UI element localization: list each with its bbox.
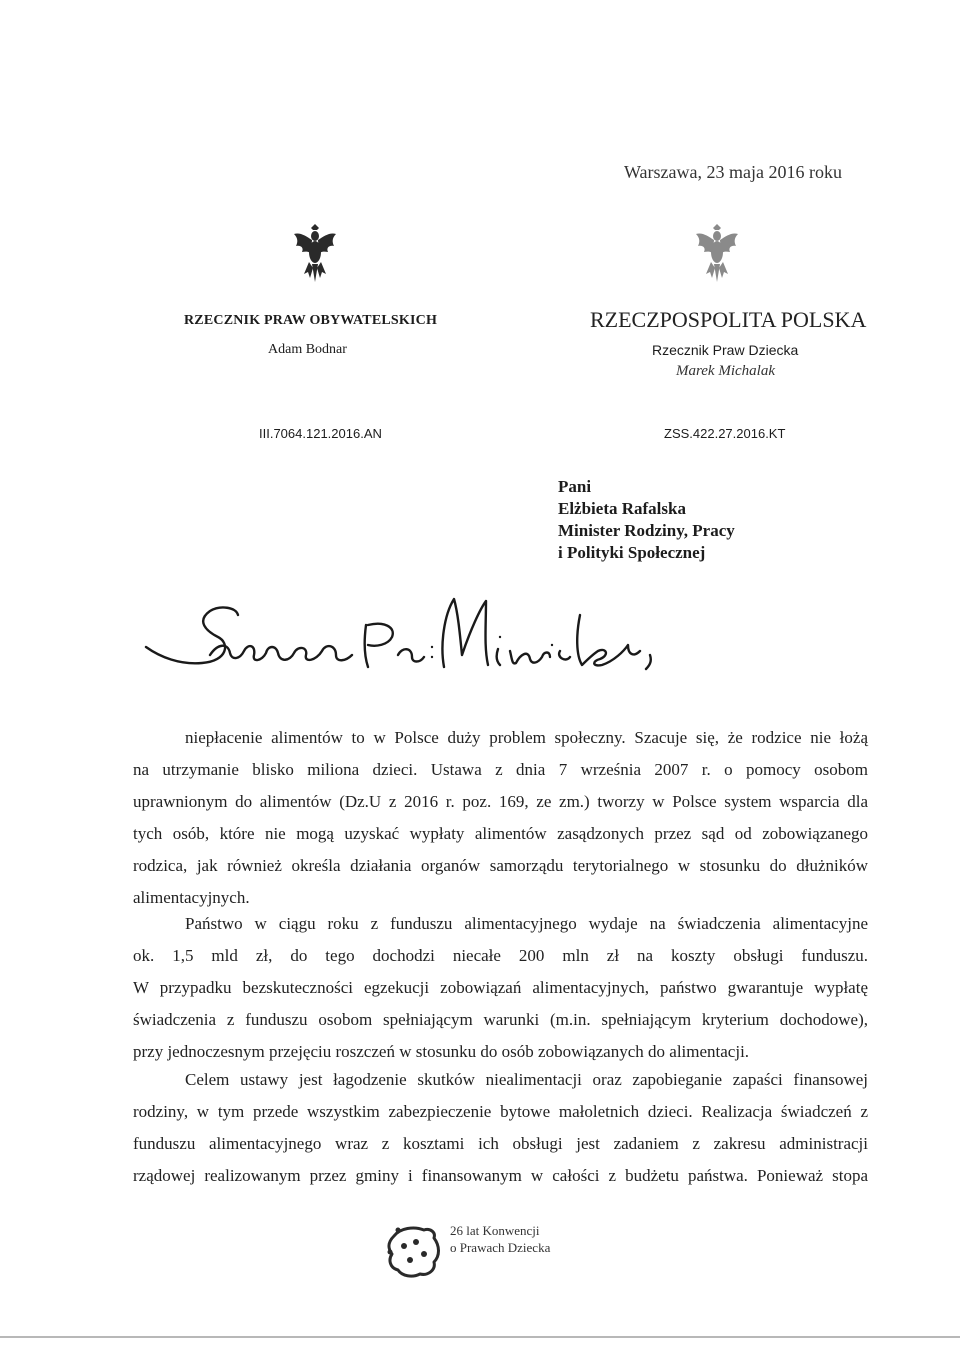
- addressee-line-1: Pani: [558, 477, 592, 496]
- polish-eagle-emblem-right: [694, 224, 740, 286]
- reference-number-right: ZSS.422.27.2016.KT: [664, 426, 786, 441]
- body-p1-line-3: uprawnionym do alimentów (Dz.U z 2016 r. poz. 169, ze zm.) tworzy w Polsce system wsparcia dla: [133, 792, 868, 811]
- addressee-position-cont: i Polityki Społecznej: [558, 543, 706, 562]
- convention-logo-text: [450, 1222, 550, 1256]
- body-p2-line-5: przy jednoczesnym przejęciu roszczeń w stosunku do osób zobowiązanych do alimentacji.: [133, 1042, 750, 1061]
- body-p2-line-3: W przypadku bezskuteczności egzekucji zobowiązań alimentacyjnych, państwo gwarantuje wypłatę: [133, 978, 868, 997]
- reference-number-left: III.7064.121.2016.AN: [259, 426, 382, 441]
- child-ombudsman-title: Rzecznik Praw Dziecka: [652, 342, 799, 358]
- body-p1-line-1: niepłacenie alimentów to w Polsce duży problem społeczny. Szacuje się, że rodzice nie łożą: [185, 728, 868, 747]
- letter-date: Warszawa, 23 maja 2016 roku: [624, 162, 842, 182]
- addressee-name: Elżbieta Rafalska: [558, 499, 686, 518]
- body-p1-line-5: rodzica, jak również określa działania organów samorządu terytorialnego w stosunku do dłużników: [133, 856, 868, 875]
- body-p1-line-4: tych osób, które nie mogą uzyskać wypłaty alimentów zasądzonych przez sąd od zobowiązanego: [133, 824, 868, 843]
- logo-text-line-2: o Prawach Dziecka: [450, 1240, 551, 1255]
- body-p2-line-2: ok. 1,5 mld zł, do tego dochodzi niecałe 200 mln zł na koszty obsługi funduszu.: [133, 946, 868, 965]
- addressee-position: Minister Rodziny, Pracy: [558, 521, 735, 540]
- convention-logo-icon: [384, 1222, 442, 1280]
- republic-title: RZECZPOSPOLITA POLSKA: [590, 307, 867, 332]
- body-p3-line-2: rodziny, w tym przede wszystkim zabezpieczenie bytowe małoletnich dzieci. Realizacja świadczeń z: [133, 1102, 868, 1121]
- body-p2-line-4: świadczenia z funduszu osobom spełniającym warunki (m.in. spełniającym kryterium dochodowe),: [133, 1010, 868, 1029]
- handwritten-greeting: [140, 585, 700, 685]
- ombudsman-name: Adam Bodnar: [268, 342, 347, 357]
- body-p3-line-4: rządowej realizowanym przez gminy i finansowanym w całości z budżetu państwa. Ponieważ stopa: [133, 1166, 868, 1185]
- body-p1-line-2: na utrzymanie blisko miliona dzieci. Ustawa z dnia 7 września 2007 r. o pomocy osobom: [133, 760, 868, 779]
- polish-eagle-emblem-left: [292, 224, 338, 286]
- body-p2-line-1: Państwo w ciągu roku z funduszu alimentacyjnego wydaje na świadczenia alimentacyjne: [185, 914, 868, 933]
- scan-bottom-edge: [0, 1336, 960, 1338]
- body-p3-line-3: funduszu alimentacyjnego wraz z kosztami ich obsługi jest zadaniem z zakresu administracji: [133, 1134, 868, 1153]
- body-p1-line-6: alimentacyjnych.: [133, 888, 250, 907]
- logo-text-line-1: 26 lat Konwencji: [450, 1223, 540, 1238]
- child-ombudsman-name: Marek Michalak: [676, 363, 775, 379]
- ombudsman-title: RZECZNIK PRAW OBYWATELSKICH: [184, 313, 438, 328]
- body-p3-line-1: Celem ustawy jest łagodzenie skutków niealimentacji oraz zapobieganie zapaści finansowej: [185, 1070, 868, 1089]
